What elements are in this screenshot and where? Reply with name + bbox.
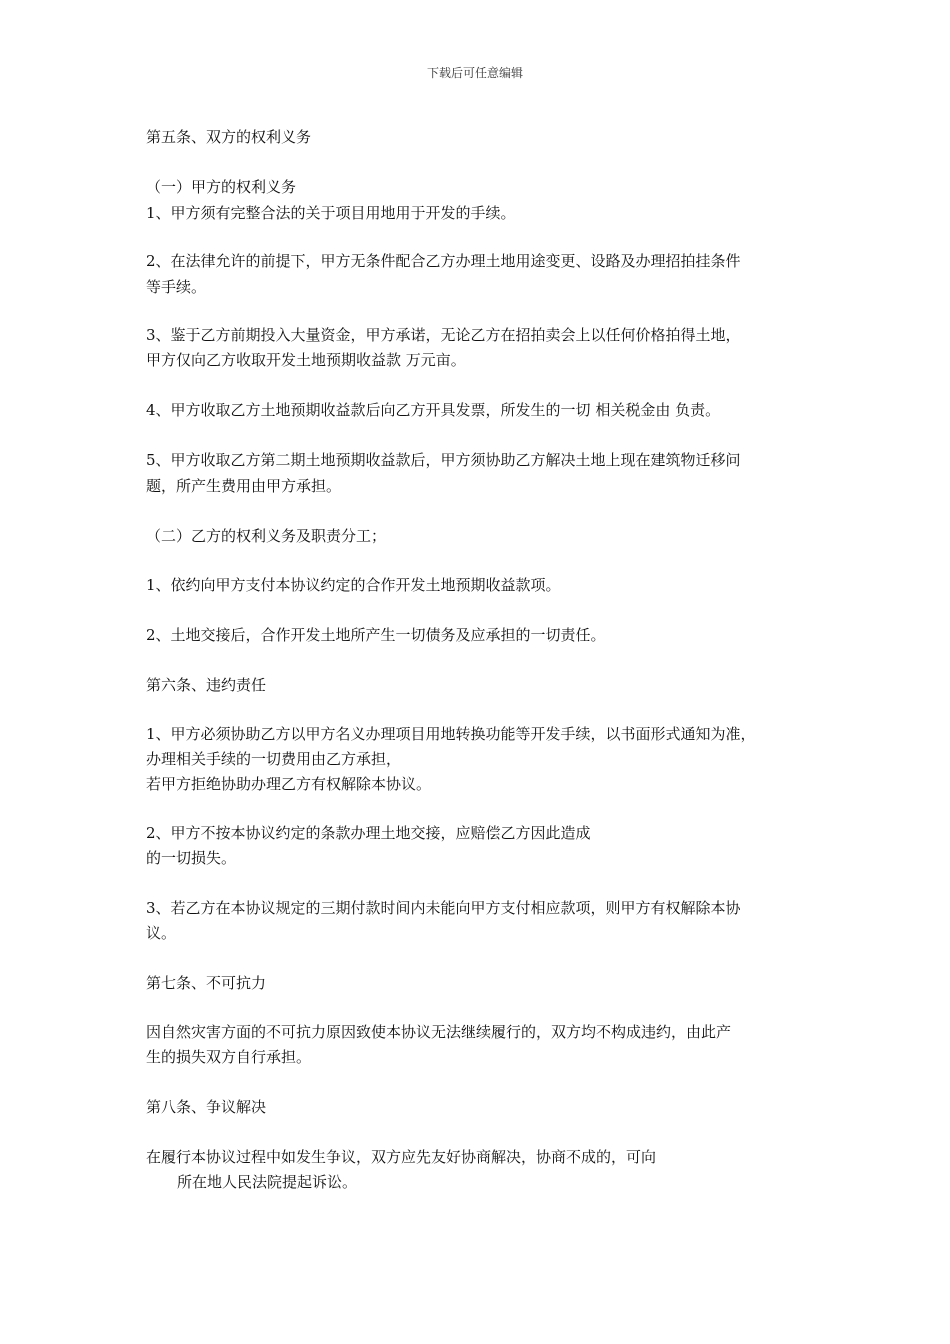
clause-text: 2、土地交接后，合作开发土地所产生一切债务及应承担的一切责任。	[146, 626, 606, 644]
clause-text: 4、甲方收取乙方土地预期收益款后向乙方开具发票，所发生的一切 相关税金由 负责。	[146, 401, 721, 419]
clause-text: 的一切损失。	[146, 849, 237, 867]
clause-text: 因自然灾害方面的不可抗力原因致使本协议无法继续履行的，双方均不构成违约，由此产	[146, 1023, 732, 1041]
clause-text: 1、甲方须有完整合法的关于项目用地用于开发的手续。	[146, 204, 516, 222]
clause-text: 5、甲方收取乙方第二期土地预期收益款后，甲方须协助乙方解决土地上现在建筑物迁移问	[146, 451, 741, 469]
clause-text: 2、在法律允许的前提下，甲方无条件配合乙方办理土地用途变更、设路及办理招拍挂条件	[146, 252, 741, 270]
section-heading: 第五条、双方的权利义务	[146, 128, 312, 146]
clause-text: 1、依约向甲方支付本协议约定的合作开发土地预期收益款项。	[146, 576, 561, 594]
clause-text: 1、甲方必须协助乙方以甲方名义办理项目用地转换功能等开发手续，以书面形式通知为准，	[146, 725, 756, 743]
clause-text: 若甲方拒绝协助办理乙方有权解除本协议。	[146, 775, 432, 793]
clause-text: 3、若乙方在本协议规定的三期付款时间内未能向甲方支付相应款项，则甲方有权解除本协	[146, 899, 741, 917]
section-heading: 第七条、不可抗力	[146, 974, 267, 992]
section-heading: 第八条、争议解决	[146, 1098, 267, 1116]
clause-text: 等手续。	[146, 278, 207, 296]
clause-text: 在履行本协议过程中如发生争议，双方应先友好协商解决，协商不成的，可向	[146, 1148, 657, 1166]
subsection-heading: （一）甲方的权利义务	[146, 178, 297, 196]
clause-text: 3、鉴于乙方前期投入大量资金，甲方承诺，无论乙方在招拍卖会上以任何价格拍得土地，	[146, 326, 741, 344]
clause-text: 议。	[146, 924, 177, 942]
section-heading: 第六条、违约责任	[146, 676, 267, 694]
subsection-heading: （二）乙方的权利义务及职责分工；	[146, 527, 387, 545]
clause-text: 办理相关手续的一切费用由乙方承担，	[146, 750, 402, 768]
page-header-note: 下载后可任意编辑	[426, 66, 523, 80]
clause-text: 生的损失双方自行承担。	[146, 1048, 312, 1066]
clause-text: 2、甲方不按本协议约定的条款办理土地交接，应赔偿乙方因此造成	[146, 824, 591, 842]
clause-text: 题，所产生费用由甲方承担。	[146, 477, 342, 495]
clause-text: 甲方仅向乙方收取开发土地预期收益款 万元亩。	[146, 351, 466, 369]
clause-text: 所在地人民法院提起诉讼。	[177, 1173, 358, 1191]
